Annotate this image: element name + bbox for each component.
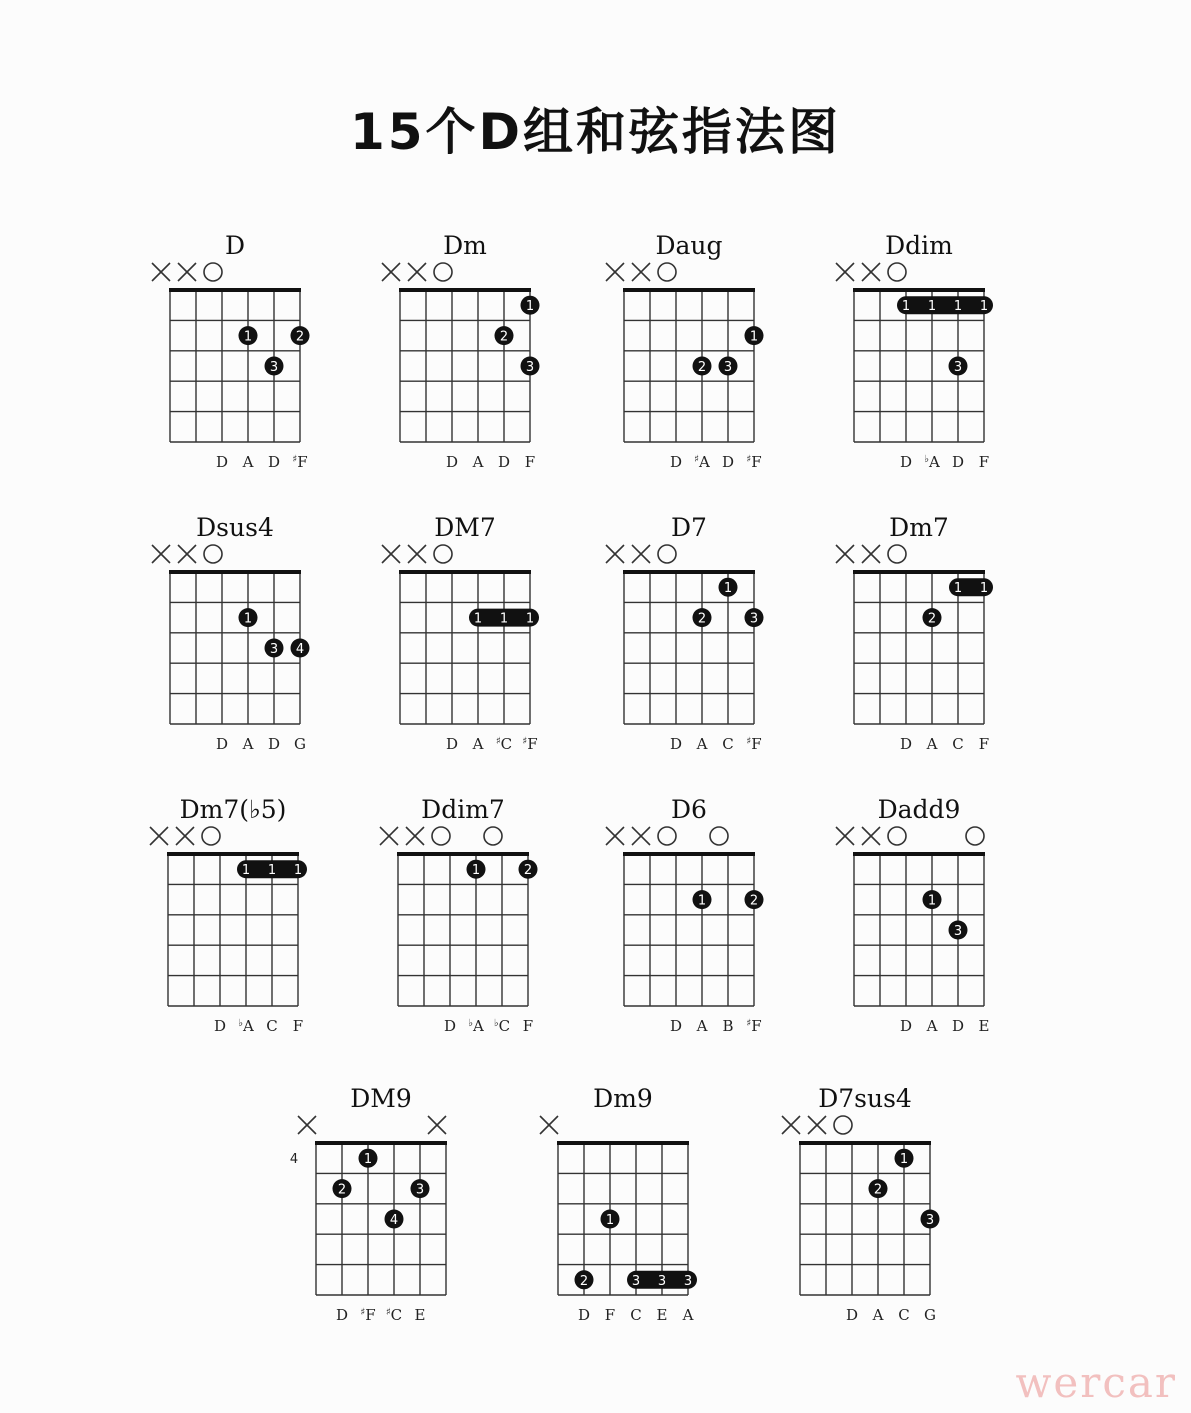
note-label: D [497,453,511,471]
note-label: A [696,735,708,753]
finger-label: 2 [927,611,937,627]
chord-diagram [782,1084,940,1324]
note-label: A [242,735,254,753]
finger-label: 3 [925,1213,935,1228]
barre-finger-label: 3 [683,1273,693,1289]
chord-diagram [382,513,539,753]
chord-diagram [606,513,764,753]
note-label: C [630,1306,642,1324]
barre [897,296,993,314]
note-label: D [669,453,683,471]
open-string-icon [658,263,676,281]
note-label: D [899,735,913,753]
open-string-icon [834,1116,852,1134]
finger-label: 2 [337,1182,347,1198]
chord-name: Daug [655,231,723,260]
chord-diagram [152,513,310,753]
barre-finger-label: 1 [979,299,989,315]
note-label: ♯C [385,1306,403,1324]
open-string-icon [966,827,984,845]
note-label: D [215,735,229,753]
chord-name: DM7 [434,513,496,542]
open-string-icon [710,827,728,845]
chord-name: DM9 [350,1084,412,1113]
finger-label: 3 [269,360,279,375]
note-label: F [524,453,536,471]
chord-diagram [540,1084,697,1324]
note-label: D [215,453,229,471]
barre-finger-label: 1 [267,863,277,879]
note-label: D [899,1017,913,1035]
open-string-icon [204,263,222,281]
barre-finger-label: 1 [953,299,963,315]
note-label: F [292,1017,304,1035]
finger-label: 1 [471,863,481,879]
note-label: ♭A [924,453,940,471]
chord-diagram [150,795,307,1035]
note-label: ♯F [746,453,762,471]
note-label: C [722,735,734,753]
finger-label: 2 [499,329,509,345]
note-label: A [872,1306,884,1324]
note-label: ♯F [746,735,762,753]
note-label: A [682,1306,694,1324]
chord-diagram [836,795,989,1035]
note-label: F [978,453,990,471]
chord-diagram [380,795,538,1035]
note-label: ♯F [746,1017,762,1035]
open-string-icon [888,545,906,563]
note-label: D [445,453,459,471]
chord-diagram [290,1084,447,1324]
note-label: E [656,1306,668,1324]
open-string-icon [658,545,676,563]
finger-label: 1 [525,299,535,315]
chord-name: Ddim [885,231,953,260]
finger-label: 1 [243,611,253,627]
barre-finger-label: 1 [901,299,911,315]
chord-diagram [382,231,540,471]
finger-label: 3 [749,611,759,627]
note-label: D [845,1306,859,1324]
note-label: C [266,1017,278,1035]
barre-finger-label: 1 [293,863,303,879]
finger-label: 1 [243,329,253,345]
note-label: ♭A [238,1017,254,1035]
note-label: D [213,1017,227,1035]
open-string-icon [204,545,222,563]
barre-finger-label: 1 [979,581,989,597]
chord-name: D7sus4 [818,1084,912,1113]
finger-label: 3 [525,360,535,375]
finger-label: 2 [523,863,533,879]
open-string-icon [434,545,452,563]
finger-label: 1 [927,893,937,909]
note-label: D [267,735,281,753]
finger-label: 2 [697,611,707,627]
open-string-icon [202,827,220,845]
chord-name: D7 [671,513,707,542]
note-label: D [721,453,735,471]
note-label: F [604,1306,616,1324]
note-label: F [978,735,990,753]
open-string-icon [658,827,676,845]
finger-label: 1 [697,893,707,909]
note-label: C [952,735,964,753]
note-label: ♯C [495,735,513,753]
finger-label: 3 [415,1182,425,1198]
finger-label: 1 [723,581,733,597]
finger-label: 2 [873,1182,883,1198]
note-label: D [951,1017,965,1035]
note-label: A [696,1017,708,1035]
finger-label: 1 [363,1152,373,1168]
open-string-icon [432,827,450,845]
note-label: ♯F [360,1306,376,1324]
finger-label: 3 [723,360,733,375]
note-label: G [294,735,306,753]
chord-name: Ddim7 [421,795,505,824]
finger-label: 2 [579,1273,589,1289]
chord-diagram [836,513,993,753]
note-label: D [335,1306,349,1324]
note-label: A [242,453,254,471]
note-label: E [978,1017,990,1035]
finger-label: 1 [899,1152,909,1168]
finger-label: 2 [295,329,305,345]
chord-name: Dm7 [889,513,949,542]
note-label: ♭C [493,1017,511,1035]
barre-finger-label: 1 [525,611,535,627]
fret-position-label: 4 [289,1152,299,1168]
note-label: B [722,1017,734,1035]
chord-name: Dsus4 [196,513,274,542]
note-label: A [472,453,484,471]
note-label: D [669,735,683,753]
chord-name: D [224,231,246,260]
chord-name: Dm7(♭5) [179,795,287,824]
finger-label: 1 [605,1213,615,1228]
finger-label: 3 [953,924,963,939]
barre-finger-label: 1 [927,299,937,315]
chord-diagram [606,795,764,1035]
barre-finger-label: 1 [473,611,483,627]
note-label: ♯A [694,453,710,471]
note-label: ♯F [292,453,308,471]
watermark: wercar [1015,1358,1177,1407]
finger-label: 2 [749,893,759,909]
note-label: A [926,735,938,753]
chord-name: D6 [671,795,707,824]
finger-label: 2 [697,360,707,375]
open-string-icon [484,827,502,845]
note-label: D [267,453,281,471]
barre-finger-label: 3 [657,1273,667,1289]
barre-finger-label: 1 [953,581,963,597]
note-label: D [443,1017,457,1035]
finger-label: 4 [389,1213,399,1228]
note-label: D [445,735,459,753]
chord-diagram [836,231,993,471]
note-label: G [924,1306,936,1324]
chord-diagram [606,231,764,471]
page-title: 15个D组和弦指法图 [349,103,842,161]
chord-name: Dm [443,231,487,260]
chord-diagram [152,231,310,471]
open-string-icon [434,263,452,281]
note-label: E [414,1306,426,1324]
note-label: D [899,453,913,471]
open-string-icon [888,263,906,281]
open-string-icon [888,827,906,845]
note-label: C [898,1306,910,1324]
note-label: ♭A [468,1017,484,1035]
note-label: D [577,1306,591,1324]
note-label: D [669,1017,683,1035]
chord-name: Dadd9 [877,795,961,824]
note-label: ♯F [522,735,538,753]
barre-finger-label: 1 [499,611,509,627]
finger-label: 1 [749,329,759,345]
finger-label: 3 [953,360,963,375]
note-label: A [926,1017,938,1035]
chord-name: Dm9 [593,1084,653,1113]
barre-finger-label: 3 [631,1273,641,1289]
note-label: F [522,1017,534,1035]
finger-label: 3 [269,642,279,657]
barre-finger-label: 1 [241,863,251,879]
note-label: D [951,453,965,471]
note-label: A [472,735,484,753]
finger-label: 4 [295,642,305,657]
